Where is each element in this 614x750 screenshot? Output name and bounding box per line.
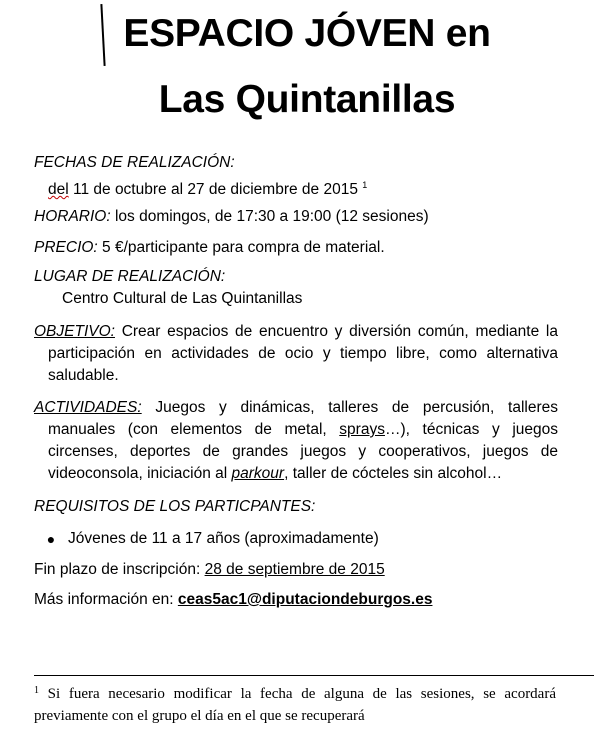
footnote-text: Si fuera necesario modificar la fecha de alguna de las sesiones, se acordará previamente con el grupo el día en el que se recuperará — [34, 686, 556, 724]
inscripcion-label: Fin plazo de inscripción: — [34, 561, 205, 578]
lugar-label: LUGAR DE REALIZACIÓN: — [34, 268, 226, 285]
requisitos-section — [34, 496, 544, 518]
requisitos-label: REQUISITOS DE LOS PARTICPANTES: — [34, 498, 316, 515]
list-item — [34, 528, 544, 550]
fechas-label: FECHAS DE REALIZACIÓN: — [34, 154, 235, 171]
horario-section — [34, 206, 544, 228]
footnote-number: 1 — [34, 685, 39, 696]
requisitos-list — [34, 528, 544, 550]
lugar-section — [34, 266, 544, 310]
horario-label: HORARIO: — [34, 208, 111, 225]
actividades-section — [34, 397, 558, 485]
title-line-1: ESPACIO JÓVEN en — [123, 12, 491, 55]
objetivo-section — [34, 321, 558, 387]
actividades-text-2: …), técnicas y juegos circenses, deportes de grandes juegos y cooperativos, juegos de videoconsola, iniciación al — [48, 421, 558, 482]
precio-label: PRECIO: — [34, 239, 98, 256]
actividades-sprays: sprays — [339, 421, 385, 438]
bullet-icon: ● — [46, 531, 56, 547]
info-email-link[interactable]: ceas5ac1@diputaciondeburgos.es — [177, 591, 433, 608]
fechas-section — [34, 152, 544, 201]
actividades-parkour: parkour — [231, 465, 285, 482]
inscripcion-date: 28 de septiembre de 2015 — [204, 561, 385, 578]
objetivo-value: Crear espacios de encuentro y diversión común, mediante la participación en actividades de ocio y tiempo libre, como alternativa saludable. — [48, 323, 558, 384]
horario-value: los domingos, de 17:30 a 19:00 (12 sesiones) — [110, 208, 429, 225]
objetivo-label: OBJETIVO: — [34, 323, 115, 340]
footnote-ref: 1 — [362, 180, 368, 190]
actividades-label: ACTIVIDADES: — [34, 399, 142, 416]
fechas-value: 11 de octubre al 27 de diciembre de 2015 — [68, 181, 358, 198]
fechas-prefix: del — [48, 181, 69, 198]
actividades-text-1: Juegos y dinámicas, talleres de percusión, talleres manuales (con elementos de metal, — [48, 399, 558, 438]
inscripcion-section — [34, 559, 544, 581]
footnote — [34, 680, 556, 727]
requisito-text: Jóvenes de 11 a 17 años (aproximadamente) — [68, 530, 379, 547]
precio-section — [34, 237, 544, 259]
precio-value: 5 €/participante para compra de material. — [97, 239, 385, 256]
footnote-separator — [34, 675, 594, 676]
info-section — [34, 589, 544, 611]
info-label: Más información en: — [34, 591, 178, 608]
actividades-text-3: , taller de cócteles sin alcohol… — [284, 465, 503, 482]
title-line-2: Las Quintanillas — [158, 78, 456, 121]
lugar-value: Centro Cultural de Las Quintanillas — [62, 290, 303, 307]
